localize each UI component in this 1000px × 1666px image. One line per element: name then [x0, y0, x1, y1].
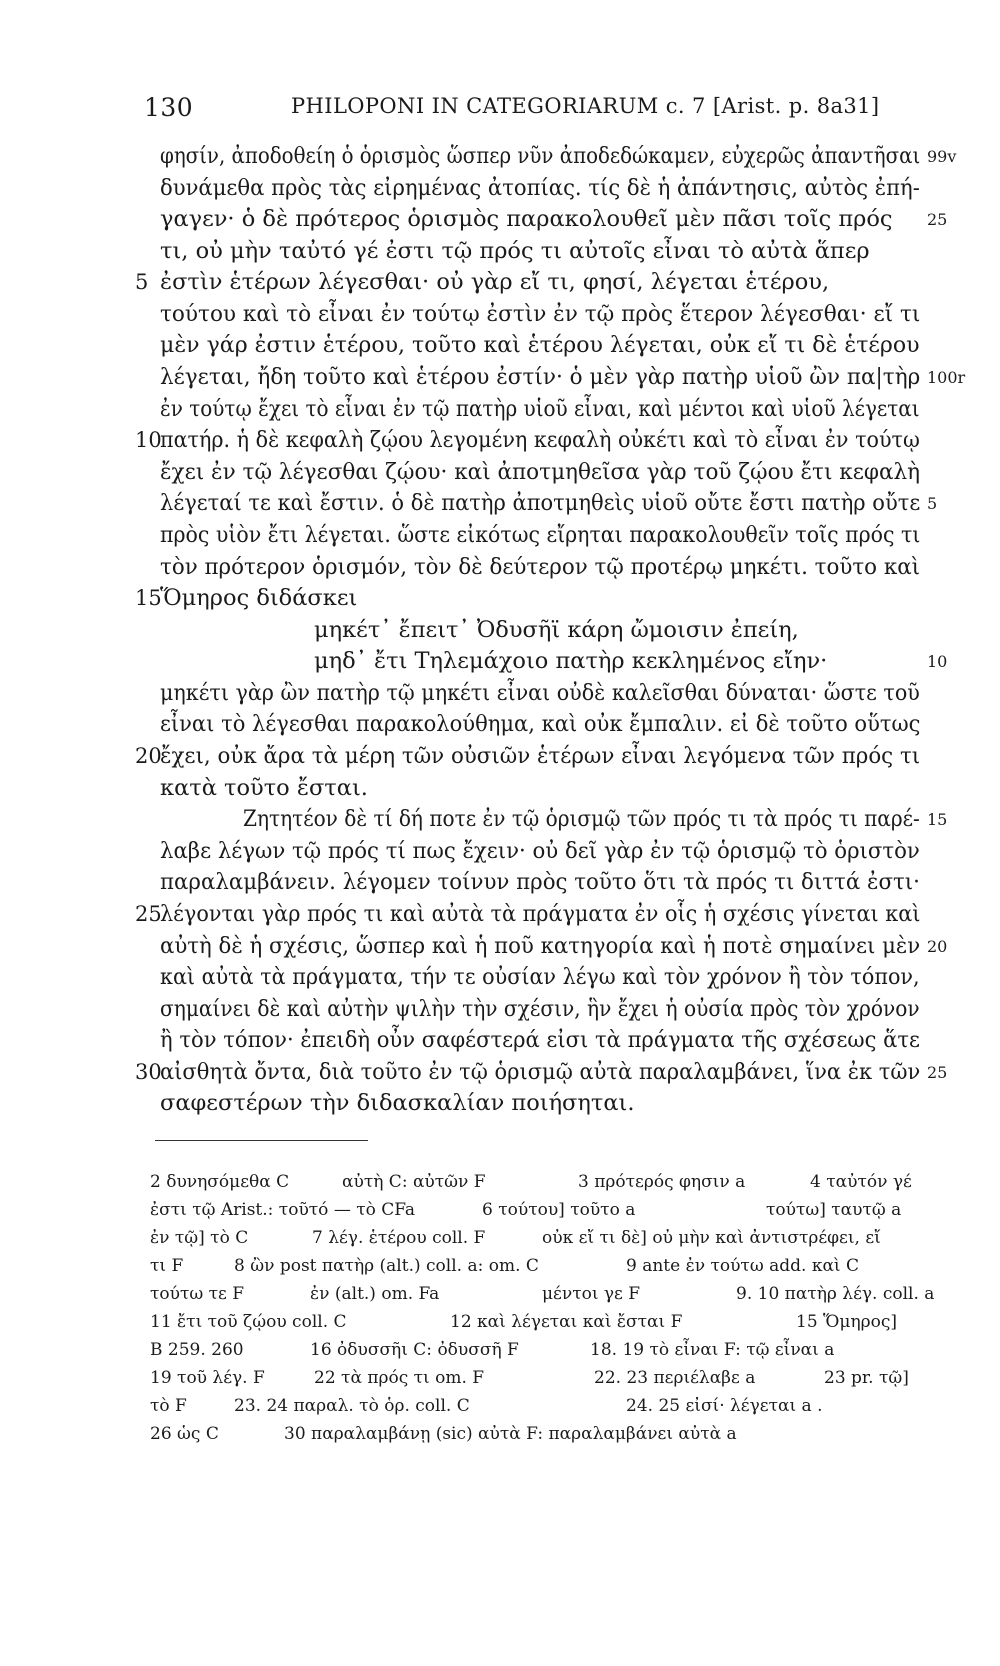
aristotle-line-ref: 25: [927, 210, 948, 230]
apparatus-line: [150, 1224, 950, 1252]
page-number: 130: [144, 93, 194, 122]
text-line: λαβε λέγων τῷ πρός τί πως ἔχειν· οὐ δεῖ γὰρ ἐν τῷ ὁρισμῷ τὸ ὁριστὸν: [160, 837, 920, 864]
aristotle-line-ref: 5: [927, 494, 938, 514]
apparatus-entry: τούτω] ταυτῷ a: [766, 1200, 902, 1220]
text-line: αὐτὴ δὲ ἡ σχέσις, ὥσπερ καὶ ἡ ποῦ κατηγορία καὶ ἡ ποτὲ σημαίνει μὲν: [160, 932, 921, 959]
apparatus-line: [150, 1392, 950, 1420]
apparatus-line: [150, 1252, 950, 1280]
text-line: παραλαμβάνειν. λέγομεν τοίνυν πρὸς τοῦτο ὅτι τὰ πρός τι διττά ἐστι·: [160, 869, 920, 896]
text-line: δυνάμεθα πρὸς τὰς εἰρημένας ἀτοπίας. τίς δὲ ἡ ἀπάντησις, αὐτὸς ἐπή-: [160, 174, 920, 201]
apparatus-entry: μέντοι γε F: [542, 1284, 641, 1304]
text-line: μὲν γάρ ἐστιν ἑτέρου, τοῦτο καὶ ἑτέρου λέγεται, οὐκ εἴ τι δὲ ἑτέρου: [160, 332, 920, 359]
text-line: λέγονται γὰρ πρός τι καὶ αὐτὰ τὰ πράγματα ἐν οἷς ἡ σχέσις γίνεται καὶ: [160, 900, 921, 927]
text-line: τούτου καὶ τὸ εἶναι ἐν τούτῳ ἐστὶν ἐν τῷ πρὸς ἕτερον λέγεσθαι· εἴ τι: [160, 300, 921, 327]
aristotle-line-ref: 15: [927, 810, 948, 830]
apparatus-entry: 24. 25 εἰσί· λέγεται a .: [626, 1396, 823, 1416]
apparatus-entry: 4 ταὐτόν γέ: [810, 1172, 912, 1192]
text-line: πρὸς υἱὸν ἔτι λέγεται. ὥστε εἰκότως εἴρηται παρακολουθεῖν τοῖς πρός τι: [160, 521, 921, 548]
apparatus-entry: αὐτὴ C: αὐτῶν F: [342, 1172, 486, 1192]
text-line: ἢ τὸν τόπον· ἐπειδὴ οὖν σαφέστερά εἰσι τὰ πράγματα τῆς σχέσεως ἅτε: [160, 1027, 920, 1054]
text-line: εἶναι τὸ λέγεσθαι παρακολούθημα, καὶ οὐκ ἔμπαλιν. εἰ δὲ τοῦτο οὕτως: [160, 711, 921, 738]
aristotle-line-ref: 20: [927, 936, 948, 956]
apparatus-entry: 8 ὢν post πατὴρ (alt.) coll. a: om. C: [234, 1256, 539, 1276]
apparatus-line: [150, 1168, 950, 1196]
apparatus-line: [150, 1336, 950, 1364]
apparatus-entry: 16 ὀδυσσῆι C: ὀδυσσῆ F: [310, 1340, 519, 1360]
apparatus-entry: οὐκ εἴ τι δὲ] οὐ μὴν καὶ ἀντιστρέφει, εἴ: [542, 1228, 881, 1248]
text-line: ἔχει, οὐκ ἄρα τὰ μέρη τῶν οὐσιῶν ἑτέρων εἶναι λεγόμενα τῶν πρός τι: [160, 743, 921, 770]
text-line: ἐστὶν ἑτέρων λέγεσθαι· οὐ γὰρ εἴ τι, φησί, λέγεται ἑτέρου,: [160, 269, 830, 296]
folio-ref: 99v: [927, 147, 957, 166]
apparatus-entry: 22 τὰ πρός τι om. F: [314, 1368, 485, 1388]
verse-line: μηδ᾽ ἔτι Τηλεμάχοιο πατὴρ κεκλημένος εἴην·: [314, 648, 828, 675]
apparatus-entry: 18. 19 τὸ εἶναι F: τῷ εἶναι a: [590, 1340, 835, 1360]
apparatus-entry: τὸ F: [150, 1396, 187, 1416]
apparatus-line: [150, 1308, 950, 1336]
apparatus-entry: 9. 10 πατὴρ λέγ. coll. a: [736, 1284, 935, 1304]
apparatus-entry: ἐν τῷ] τὸ C: [150, 1228, 249, 1248]
apparatus-entry: 26 ὡς C: [150, 1424, 219, 1444]
apparatus-entry: ἐστι τῷ Arist.: τοῦτό — τὸ CFa: [150, 1200, 416, 1220]
apparatus-entry: 7 λέγ. ἑτέρου coll. F: [312, 1228, 486, 1248]
folio-ref: 100r: [927, 368, 966, 388]
line-number: 20: [135, 744, 162, 769]
text-line: Ὅμηρος διδάσκει: [160, 585, 358, 612]
text-line: λέγεται, ἤδη τοῦτο καὶ ἑτέρου ἐστίν· ὁ μὲν γὰρ πατὴρ υἱοῦ ὢν πα|τὴρ: [160, 364, 921, 391]
text-line: σημαίνει δὲ καὶ αὐτὴν ψιλὴν τὴν σχέσιν, ἣν ἔχει ἡ οὐσία πρὸς τὸν χρόνον: [160, 995, 920, 1022]
line-number: 15: [135, 586, 162, 611]
text-line: λέγεταί τε καὶ ἔστιν. ὁ δὲ πατὴρ ἀποτμηθεὶς υἱοῦ οὔτε ἔστι πατὴρ οὔτε: [160, 490, 921, 517]
apparatus-entry: 6 τούτου] τοῦτο a: [482, 1200, 636, 1220]
apparatus-line: [150, 1364, 950, 1392]
text-line: τὸν πρότερον ὁρισμόν, τὸν δὲ δεύτερον τῷ προτέρῳ μηκέτι. τοῦτο καὶ: [160, 553, 921, 580]
apparatus-entry: 19 τοῦ λέγ. F: [150, 1368, 265, 1388]
line-number: 10: [135, 428, 162, 453]
apparatus-entry: 23. 24 παραλ. τὸ ὁρ. coll. C: [234, 1396, 470, 1416]
line-number: 25: [135, 901, 162, 926]
text-line: μηκέτι γὰρ ὢν πατὴρ τῷ μηκέτι εἶναι οὐδὲ καλεῖσθαι δύναται· ὥστε τοῦ: [160, 679, 920, 706]
page-header: [0, 93, 1000, 133]
footnote-rule: [155, 1140, 368, 1141]
text-line: τι, οὐ μὴν ταὐτό γέ ἐστι τῷ πρός τι αὐτοῖς εἶναι τὸ αὐτὰ ἅπερ: [160, 237, 870, 264]
text-line: ἔχει ἐν τῷ λέγεσθαι ζῴου· καὶ ἀποτμηθεῖσα γὰρ τοῦ ζῴου ἔτι κεφαλὴ: [160, 458, 921, 485]
apparatus-line: [150, 1196, 950, 1224]
aristotle-line-ref: 10: [927, 652, 948, 672]
text-line: κατὰ τοῦτο ἔσται.: [160, 774, 368, 801]
apparatus-entry: 9 ante ἐν τούτω add. καὶ C: [626, 1256, 859, 1276]
apparatus-line: [150, 1280, 950, 1308]
apparatus-entry: 12 καὶ λέγεται καὶ ἔσται F: [450, 1312, 683, 1332]
text-line: αἰσθητὰ ὄντα, διὰ τοῦτο ἐν τῷ ὁρισμῷ αὐτὰ παραλαμβάνει, ἵνα ἐκ τῶν: [160, 1058, 921, 1085]
apparatus-entry: 22. 23 περιέλαβε a: [594, 1368, 756, 1388]
apparatus-entry: τι F: [150, 1256, 184, 1276]
running-head: PHILOPONI IN CATEGORIARUM c. 7 [Arist. p. 8a31]: [291, 94, 880, 118]
text-line: γαγεν· ὁ δὲ πρότερος ὁρισμὸς παρακολουθεῖ μὲν πᾶσι τοῖς πρός: [160, 206, 893, 233]
apparatus-entry: 30 παραλαμβάνῃ (sic) αὐτὰ F: παραλαμβάνει αὐτὰ a: [284, 1424, 737, 1444]
apparatus-line: [150, 1420, 950, 1448]
text-line: φησίν, ἀποδοθείη ὁ ὁρισμὸς ὥσπερ νῦν ἀποδεδώκαμεν, εὐχερῶς ἀπαντῆσαι: [160, 143, 921, 169]
apparatus-entry: 3 πρότερός φησιν a: [578, 1172, 746, 1192]
apparatus-entry: 2 δυνησόμεθα C: [150, 1172, 290, 1192]
apparatus-entry: 11 ἔτι τοῦ ζῴου coll. C: [150, 1312, 347, 1332]
apparatus-entry: ἐν (alt.) om. Fa: [310, 1284, 440, 1304]
paragraph-start-line: Ζητητέον δὲ τί δή ποτε ἐν τῷ ὁρισμῷ τῶν πρός τι τὰ πρός τι παρέ-: [243, 806, 920, 833]
apparatus-entry: B 259. 260: [150, 1340, 244, 1360]
line-number: 30: [135, 1059, 162, 1084]
line-number: 5: [135, 270, 149, 295]
aristotle-line-ref: 25: [927, 1062, 948, 1082]
text-line: ἐν τούτῳ ἔχει τὸ εἶναι ἐν τῷ πατὴρ υἱοῦ εἶναι, καὶ μέντοι καὶ υἱοῦ λέγεται: [160, 395, 920, 422]
text-line: σαφεστέρων τὴν διδασκαλίαν ποιήσηται.: [160, 1090, 635, 1117]
apparatus-entry: τούτω τε F: [150, 1284, 245, 1304]
verse-line: μηκέτ᾽ ἔπειτ᾽ Ὀδυσῆϊ κάρη ὤμοισιν ἐπείη,: [314, 616, 799, 643]
apparatus-entry: 23 pr. τῷ]: [824, 1368, 909, 1388]
text-line: πατήρ. ἡ δὲ κεφαλὴ ζῴου λεγομένη κεφαλὴ οὐκέτι καὶ τὸ εἶναι ἐν τούτῳ: [160, 427, 920, 454]
apparatus-entry: 15 Ὅμηρος]: [796, 1312, 898, 1332]
text-line: καὶ αὐτὰ τὰ πράγματα, τήν τε οὐσίαν λέγω καὶ τὸν χρόνον ἢ τὸν τόπον,: [160, 964, 920, 991]
